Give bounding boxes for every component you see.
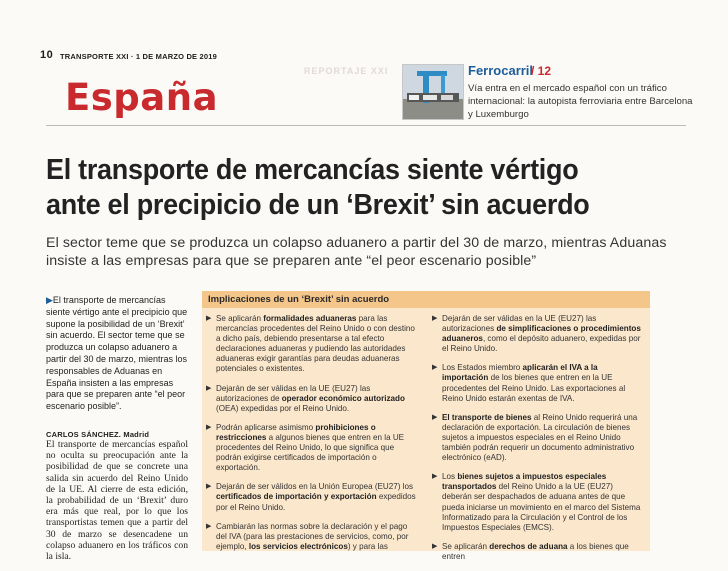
train-photo-icon	[403, 65, 463, 119]
sidebar-box-title: Implicaciones de un ‘Brexit’ sin acuerdo	[208, 294, 390, 305]
teaser-text: Vía entra en el mercado español con un tráfico internacional: la autopista ferroviaria entre Barcelona y Luxemburgo	[468, 83, 693, 120]
body-text: El transporte de mercancías español no oculta su preocupación ante la posibilidad de que se concrete una salida sin acuerdo del Reino Unido de la UE. Al cierre de esta edición, la probabilidad de un ‘Brexit’ duro era más que real, por lo que los transportistas temen que a partir del 30 de marzo se desencadene un colapso aduanero en los tráficos con la isla.	[46, 439, 188, 563]
list-item: ▶ Los Estados miembro aplicarán el IVA a la importación de los bienes que entren en la UE procedentes del Reino Unido. Las exportaciones al Reino Unido estarán exentas de IVA.	[432, 363, 642, 403]
list-item: ▶ Se aplicarán formalidades aduaneras para las mercancías procedentes del Reino Unido o con destino a dicho país, debiendo presentarse a tal efecto declaraciones aduaneras y pudiendo las autoridades aduaneras exigir garantías para deudas aduaneras potenciales o existentes.	[206, 314, 416, 375]
list-item: ▶ El transporte de bienes al Reino Unido requerirá una declaración de exportación. La circulación de bienes sujetos a impuestos especiales en el Reino Unido también podrán requerir un documento administrativo electrónico (eAD).	[432, 413, 642, 463]
faint-show-through-text: REPORTAJE XXI	[304, 66, 389, 76]
lead-paragraph	[46, 295, 188, 413]
lead-marker-icon: ▶	[46, 295, 53, 305]
page-number: 10	[40, 49, 54, 61]
lead-text: El transporte de mercancías siente vértigo ante el precipicio que supone la posibilidad de un ‘Brexit’ sin acuerdo. El sector teme que se produzca un colapso aduanero a partir del 30 de marzo, mientras los responsables de Aduanas en España insisten a las empresas para que se preparen ante “el peor escenario posible”.	[46, 295, 188, 412]
train-photo	[402, 64, 464, 120]
teaser-title: Ferrocarril	[468, 63, 534, 78]
list-item: ▶ Podrán aplicarse asimismo prohibiciones o restricciones a algunos bienes que entren en la UE procedentes del Reino Unido, lo que significa que podrán exigirse certificados de importación o exportación.	[206, 423, 416, 473]
list-item: ▶ Se aplicarán derechos de aduana a los bienes que entren	[432, 542, 642, 562]
headline	[46, 153, 660, 223]
list-item: ▶ Cambiarán las normas sobre la declaración y el pago del IVA (para las prestaciones de servicios, como, por ejemplo, los servicios electrónicos) y para las	[206, 522, 416, 552]
list-item: ▶ Dejarán de ser válidas en la UE (EU27) las autorizaciones de operador económico autorizado (OEA) expedidas por el Reino Unido.	[206, 384, 416, 414]
byline: CARLOS SÁNCHEZ. Madrid	[46, 430, 150, 439]
section-title: España	[65, 76, 219, 119]
list-item: ▶ Los bienes sujetos a impuestos especiales transportados del Reino Unido a la UE (EU27) deberán ser despachados de aduana antes de que pueda iniciarse un movimiento en el marco del Sistema Informatizado para la Circulación y el Control de los Impuestos Especiales (EMCS).	[432, 472, 642, 533]
list-item: ▶ Dejarán de ser válidos en la Unión Europea (EU27) los certificados de importación y exportación expedidos por el Reino Unido.	[206, 482, 416, 512]
box-column-right	[432, 314, 642, 571]
header-divider	[46, 125, 686, 126]
list-item: ▶ Dejarán de ser válidas en la UE (EU27) las autorizaciones de simplificaciones o procedimientos aduaneros, como el depósito aduanero, expedidas por el Reino Unido.	[432, 314, 642, 354]
headline-line-1: El transporte de mercancías siente vértigo	[46, 154, 579, 186]
teaser-page-ref: / 12	[531, 64, 552, 78]
box-column-left	[206, 314, 416, 561]
running-head: TRANSPORTE XXI · 1 DE MARZO DE 2019	[60, 52, 218, 61]
headline-line-2: ante el precipicio de un ‘Brexit’ sin acuerdo	[46, 189, 590, 221]
subheadline: El sector teme que se produzca un colapso aduanero a partir del 30 de marzo, mientras Aduanas insiste a las empresas para que se preparen ante “el peor escenario posible”	[46, 235, 667, 269]
